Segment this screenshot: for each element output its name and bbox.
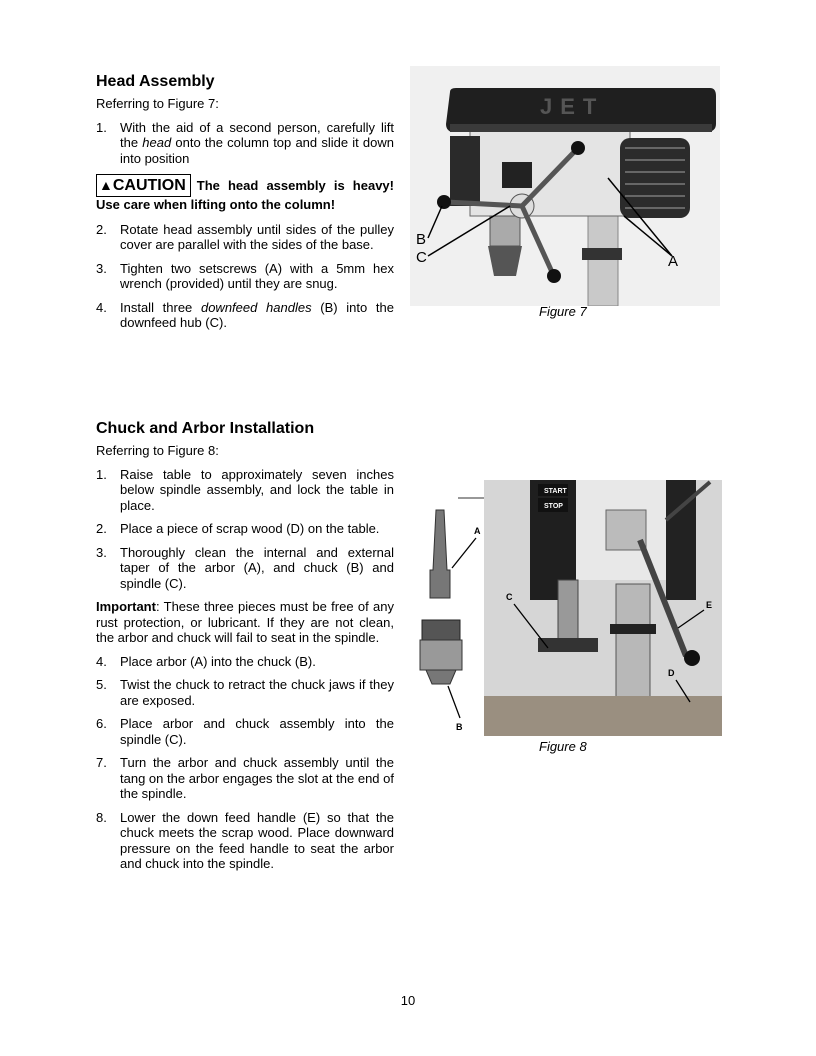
intro-text: Referring to Figure 7: <box>96 96 219 111</box>
stop-button-label: STOP <box>544 503 563 510</box>
steps-list <box>96 222 394 331</box>
brand-logo: JET <box>540 94 605 119</box>
callout-b: B <box>456 722 463 732</box>
figure-7 <box>410 66 720 306</box>
list-item: 5. Twist the chuck to retract the chuck jaws if they are exposed. <box>96 677 394 708</box>
list-item: 3. Thoroughly clean the internal and external taper of the arbor (A), and chuck (B) and spindle (C). <box>96 544 394 591</box>
figure-8 <box>410 480 722 736</box>
list-item: 4. Install three downfeed handles (B) into the downfeed hub (C). <box>96 299 394 330</box>
drill-press-head-illustration <box>410 66 720 306</box>
important-note: Important: These three pieces must be free of any rust protection, or lubricant. If they are not clean, the arbor and chuck will fail to seat in the spindle. <box>96 599 394 645</box>
list-item: 2. Rotate head assembly until sides of the pulley cover are parallel with the sides of the base. <box>96 221 394 252</box>
caution-label: ▲CAUTION <box>96 174 191 197</box>
list-item: 4. Place arbor (A) into the chuck (B). <box>96 653 316 669</box>
chuck-arbor-illustration <box>410 480 722 736</box>
caution-notice <box>96 174 394 213</box>
steps-list <box>96 120 394 167</box>
list-item: 1. Raise table to approximately seven inches below spindle assembly, and lock the table in place. <box>96 466 394 513</box>
chuck-arbor-section <box>96 419 394 880</box>
list-item: 8. Lower the down feed handle (E) so that the chuck meets the scrap wood. Place downward pressure on the feed handle to seat the arbor and chuck into the spindle. <box>96 809 394 871</box>
callout-a: A <box>474 526 481 536</box>
callout-e: E <box>706 600 713 610</box>
steps-list <box>96 654 394 872</box>
intro-text: Referring to Figure 8: <box>96 443 219 458</box>
page-number: 10 <box>400 993 416 1008</box>
steps-list <box>96 467 394 592</box>
list-item: 1. With the aid of a second person, carefully lift the head onto the column top and slide it down into position <box>96 119 394 166</box>
callout-c: C <box>506 592 513 602</box>
caution-text: The head assembly is heavy! Use care when lifting onto the column! <box>96 178 394 212</box>
head-assembly-section <box>96 72 394 339</box>
section-heading: Head Assembly <box>96 73 215 90</box>
list-item: 7. Turn the arbor and chuck assembly until the tang on the arbor engages the slot at the end of the spindle. <box>96 755 394 801</box>
list-item: 6. Place arbor and chuck assembly into the spindle (C). <box>96 716 394 747</box>
list-item: 3. Tighten two setscrews (A) with a 5mm hex wrench (provided) until they are snug. <box>96 260 394 291</box>
figure-7-caption: Figure 7 <box>539 304 587 319</box>
callout-c: C <box>416 249 427 266</box>
list-item: 2. Place a piece of scrap wood (D) on the table. <box>96 521 380 536</box>
start-button-label: START <box>544 488 567 495</box>
warning-icon: ▲ <box>99 177 113 193</box>
section-heading: Chuck and Arbor Installation <box>96 420 315 437</box>
callout-a: A <box>668 253 679 270</box>
callout-b: B <box>416 231 427 248</box>
figure-8-caption: Figure 8 <box>539 739 587 754</box>
callout-d: D <box>668 668 675 678</box>
